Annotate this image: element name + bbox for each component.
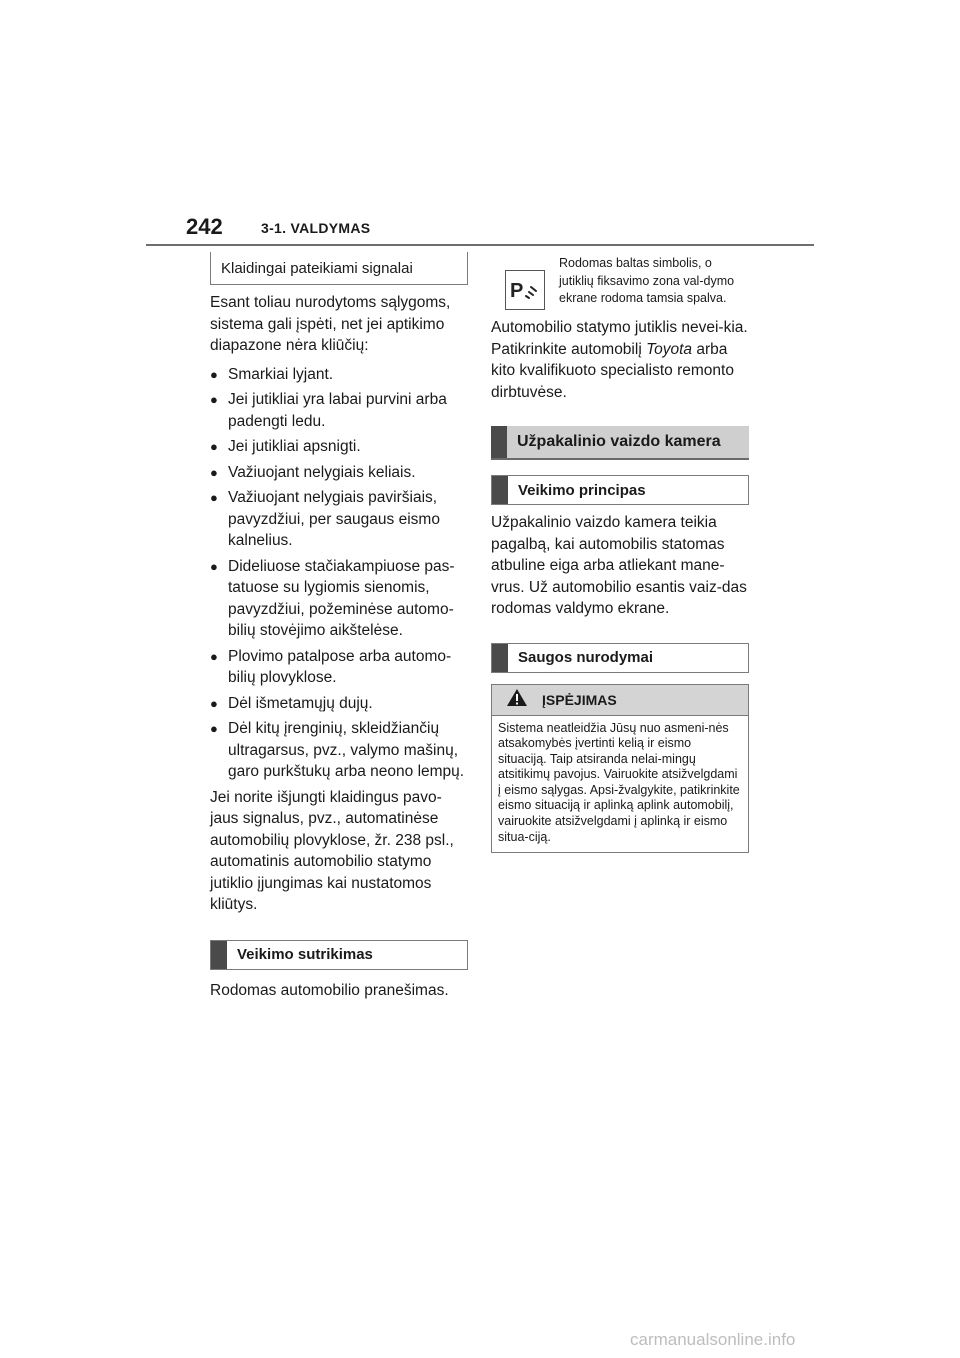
header-rule — [146, 244, 814, 246]
brand-name: Toyota — [646, 340, 693, 358]
heading-bar — [491, 426, 507, 458]
warning-text: Sistema neatleidžia Jūsų nuo asmeni-nės atsakomybės įvertinti kelią ir eismo situaciją. Taip atsiranda nelai-mingų atsitikimų pavojus. Vairuokite atsižvelgdami į eismo sąlygas. Apsi-žvalgykite, patikrinkite eismo situaciją ir aplinką aplink automobilį, vairuokite atsižvelgdami į aplinką ir eismo situa-ciją. — [498, 720, 740, 844]
principle-text: Užpakalinio vaizdo kamera teikia pagalbą, kai automobilis statomas atbuline eiga arba atliekant mane-vrus. Už automobilio esantis vaiz-das rodomas valdymo ekrane. — [491, 514, 747, 617]
warning-header — [492, 685, 748, 716]
left-column — [210, 252, 468, 1001]
page-number: 242 — [186, 214, 223, 239]
heading-bar — [492, 644, 508, 672]
intro-paragraph: Esant toliau nurodytoms sąlygoms, sistema gali įspėti, net jei aptikimo diapazone nėra kliūčių: — [210, 294, 451, 354]
bullet-icon — [210, 364, 218, 386]
watermark: carmanualsonline.info — [630, 1330, 796, 1349]
symbol-description: Rodomas baltas simbolis, o jutiklių fiksavimo zona val-dymo ekrane rodoma tamsia spalva. — [559, 256, 735, 305]
heading-safety-label: Saugos nurodymai — [518, 649, 654, 666]
list-item: ● Jei jutikliai apsnigti. — [210, 436, 468, 458]
list-item: ● Dėl kitų įrenginių, skleidžiančių ultragarsus, pvz., valymo mašinų, garo purkštukų arba neono lempų. — [210, 718, 468, 783]
list-item: ● Važiuojant nelygiais paviršiais, pavyzdžiui, per saugaus eismo kalnelius. — [210, 487, 468, 552]
heading-fault — [210, 940, 468, 970]
heading-bar — [492, 476, 508, 504]
bullet-icon — [210, 646, 218, 668]
warning-triangle-icon — [506, 688, 528, 712]
bullet-icon — [210, 487, 218, 509]
bullet-icon — [210, 718, 218, 740]
heading-principle — [491, 475, 749, 505]
disable-paragraph: Jei norite išjungti klaidingus pavo-jaus signalus, pvz., automatinėse automobilių plovyklose, žr. 238 psl., automatinis automobilio statymo jutiklio įjungimas kai nustatomos kliūtys. — [210, 788, 454, 913]
svg-text:P: P — [510, 280, 524, 302]
bullet-icon — [210, 556, 218, 578]
list-item: ● Dideliuose stačiakampiuose pas-tatuose su lygiomis sienomis, pavyzdžiui, požeminėse automo-bilių stovėjimo aikštelėse. — [210, 556, 468, 642]
bullet-icon — [210, 693, 218, 715]
parking-sensor-symbol-icon — [505, 270, 545, 310]
list-item: ● Jei jutikliai yra labai purvini arba padengti ledu. — [210, 389, 468, 432]
warning-label: ĮSPĖJIMAS — [542, 691, 617, 708]
list-item: ● Plovimo patalpose arba automo-bilių plovyklose. — [210, 646, 468, 689]
heading-fault-label: Veikimo sutrikimas — [237, 946, 373, 963]
heading-bar — [211, 941, 227, 969]
heading-rear-camera-label: Užpakalinio vaizdo kamera — [517, 433, 721, 450]
sensor-fault-paragraph: Automobilio statymo jutiklis nevei-kia. Patikrinkite automobilį Toyota arba kito kvalifikuoto specialisto remonto dirbtuvėse. — [491, 319, 748, 401]
subheading-false-signals: Klaidingai pateikiami signalai — [210, 252, 468, 285]
symbol-row — [491, 252, 749, 310]
bullet-icon — [210, 436, 218, 458]
list-item: ● Dėl išmetamųjų dujų. — [210, 693, 468, 715]
section-title: 3-1. VALDYMAS — [261, 220, 371, 236]
heading-safety — [491, 643, 749, 673]
conditions-list — [210, 364, 468, 783]
fault-text: Rodomas automobilio pranešimas. — [210, 981, 449, 999]
bullet-icon — [210, 462, 218, 484]
list-item: ● Važiuojant nelygiais keliais. — [210, 462, 468, 484]
right-column — [491, 252, 749, 853]
warning-box — [491, 684, 749, 854]
bullet-icon — [210, 389, 218, 411]
heading-rear-camera — [491, 426, 749, 460]
heading-principle-label: Veikimo principas — [518, 481, 646, 499]
list-item: ● Smarkiai lyjant. — [210, 364, 468, 386]
